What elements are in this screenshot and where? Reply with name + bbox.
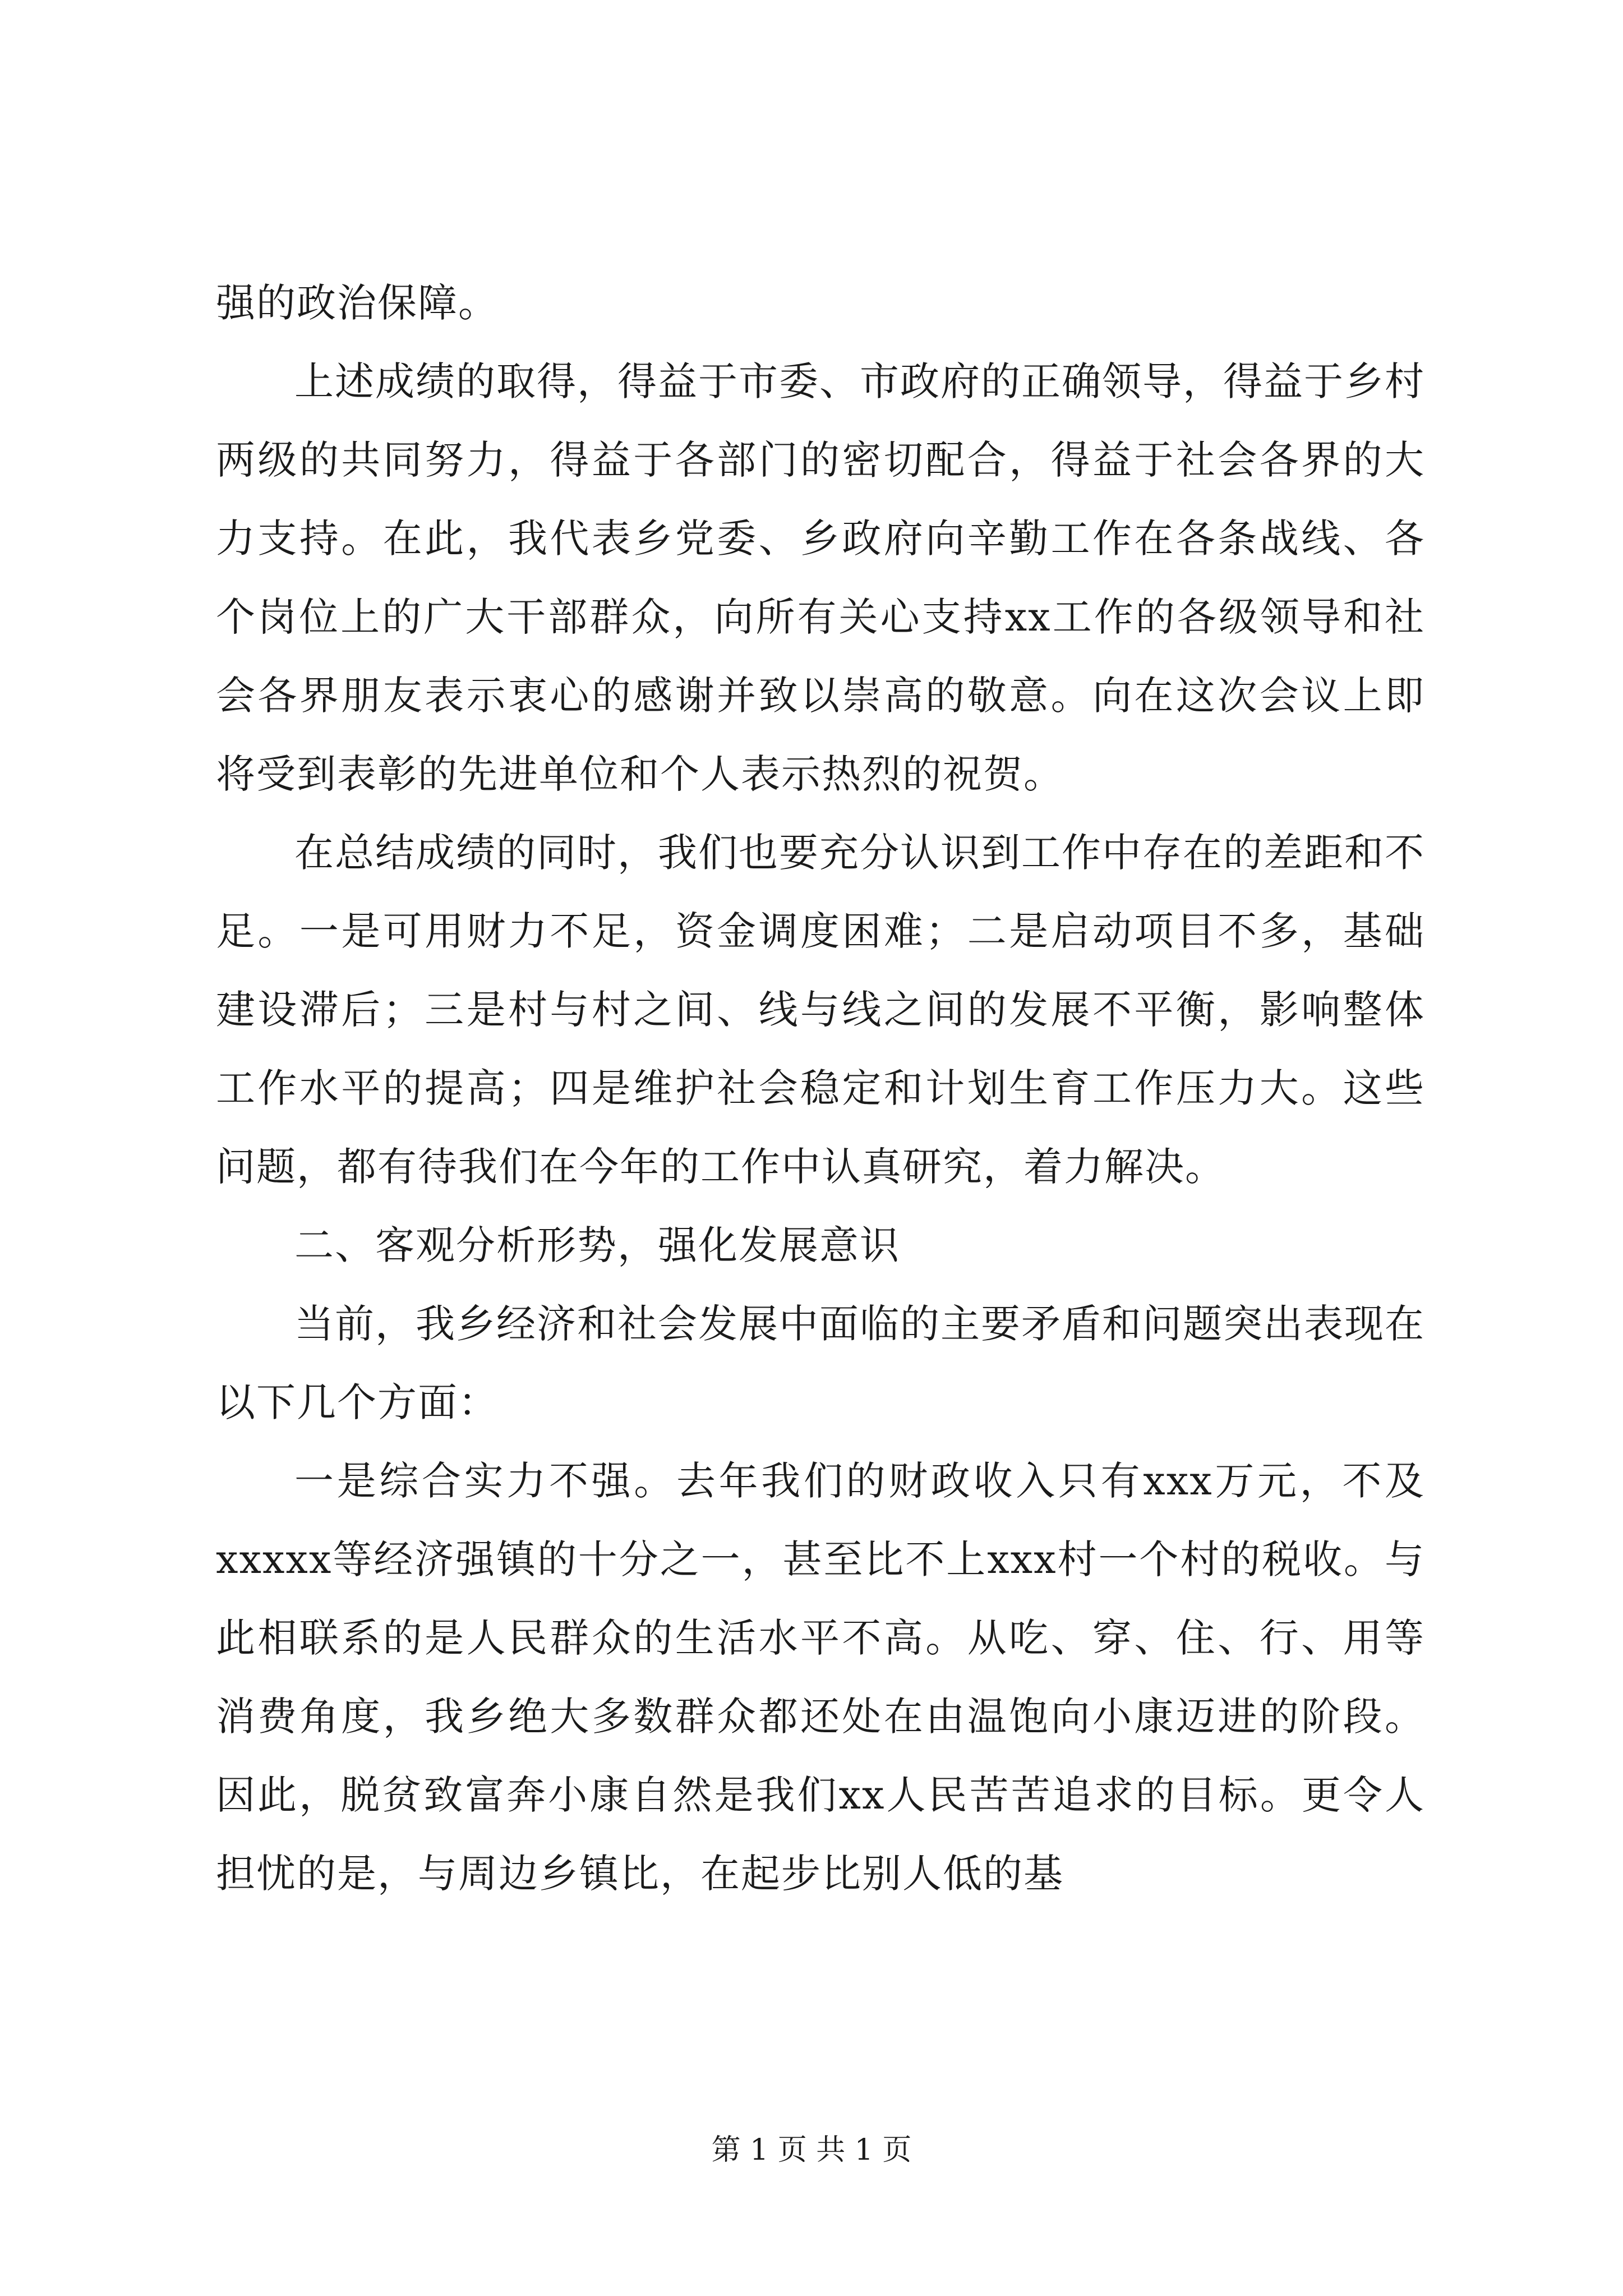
paragraph-current-situation: 当前，我乡经济和社会发展中面临的主要矛盾和问题突出表现在以下几个方面：	[216, 1301, 1425, 1425]
section-heading: 二、客观分析形势，强化发展意识	[294, 1222, 900, 1268]
paragraph-shortcomings: 在总结成绩的同时，我们也要充分认识到工作中存在的差距和不足。一是可用财力不足，资金调度困难；二是启动项目不多，基础建设滞后；三是村与村之间、线与线之间的发展不平衡，影响整体工作水平的提高；四是维护社会稳定和计划生育工作压力大。这些问题，都有待我们在今年的工作中认真研究，着力解决。	[216, 830, 1425, 1190]
document-body	[216, 264, 1425, 1913]
paragraph-continuation: 强的政治保障。	[216, 280, 499, 326]
page-footer: 第 1 页 共 1 页	[711, 2133, 912, 2167]
paragraph-acknowledgement: 上述成绩的取得，得益于市委、市政府的正确领导，得益于乡村两级的共同努力，得益于各部门的密切配合，得益于社会各界的大力支持。在此，我代表乡党委、乡政府向辛勤工作在各条战线、各个岗位上的广大干部群众，向所有关心支持xx工作的各级领导和社会各界朋友表示衷心的感谢并致以崇高的敬意。向在这次会议上即将受到表彰的先进单位和个人表示热烈的祝贺。	[216, 358, 1425, 797]
paragraph-economic-strength: 一是综合实力不强。去年我们的财政收入只有xxx万元，不及xxxxx等经济强镇的十分之一，甚至比不上xxx村一个村的税收。与此相联系的是人民群众的生活水平不高。从吃、穿、住、行、用等消费角度，我乡绝大多数群众都还处在由温饱向小康迈进的阶段。因此，脱贫致富奔小康自然是我们xx人民苦苦追求的目标。更令人担忧的是，与周边乡镇比，在起步比别人低的基	[216, 1458, 1425, 1897]
